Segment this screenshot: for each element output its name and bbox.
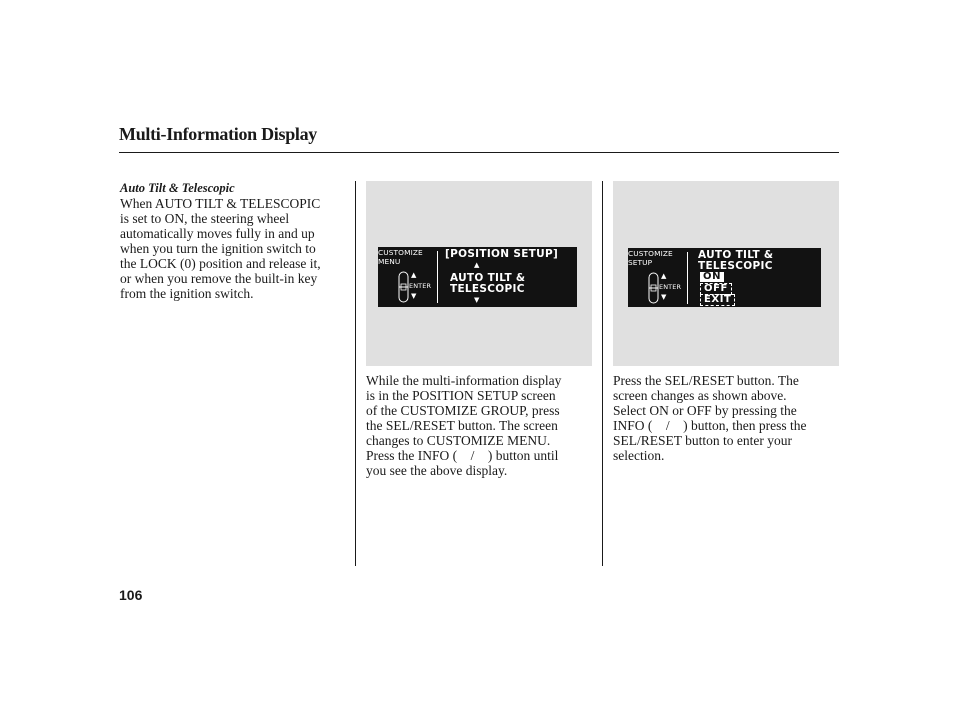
right-column-text: [613, 373, 806, 463]
column-divider-left: [355, 181, 356, 566]
lcd-menu-label: [628, 249, 673, 267]
lcd-label-line: CUSTOMIZE: [378, 248, 423, 257]
text-line: Press the INFO ( / ) button until: [366, 448, 559, 463]
lcd-divider: [687, 252, 688, 304]
text-line: When AUTO TILT & TELESCOPIC: [120, 196, 321, 211]
text-line: the SEL/RESET button. The screen: [366, 418, 558, 433]
text-line: selection.: [613, 448, 665, 463]
lcd-label-line: SETUP: [628, 258, 653, 267]
steering-switch-icon: [398, 271, 409, 303]
lcd-screen: [378, 247, 577, 307]
enter-label: ENTER: [409, 282, 432, 290]
lcd-label-line: CUSTOMIZE: [628, 249, 673, 258]
option-on: ON: [700, 272, 724, 282]
page-title: Multi-Information Display: [119, 124, 318, 144]
text-line: the LOCK (0) position and release it,: [120, 256, 321, 271]
lcd-setting-title: [698, 250, 773, 272]
column-divider-right: [602, 181, 603, 566]
text-line: Press the SEL/RESET button. The: [613, 373, 799, 388]
lcd-title-line: AUTO TILT &: [698, 249, 774, 261]
lcd-menu-item: [450, 273, 525, 295]
enter-label: ENTER: [659, 283, 682, 291]
up-arrow-icon: ▲: [661, 272, 667, 280]
middle-column-text: [366, 373, 561, 478]
lcd-title-line: TELESCOPIC: [698, 260, 773, 272]
text-line: or when you remove the built-in key: [120, 271, 318, 286]
lcd-menu-label: [378, 248, 423, 266]
text-line: when you turn the ignition switch to: [120, 241, 316, 256]
text-line: While the multi-information display: [366, 373, 562, 388]
title-rule: [119, 152, 839, 153]
text-line: INFO ( / ) button, then press the: [613, 418, 807, 433]
left-column-text: [120, 196, 321, 301]
lcd-screen: [628, 248, 821, 307]
text-line: Select ON or OFF by pressing the: [613, 403, 797, 418]
down-arrow-icon: ▼: [411, 292, 417, 300]
lcd-label-line: MENU: [378, 257, 401, 266]
text-line: SEL/RESET button to enter your: [613, 433, 792, 448]
text-line: of the CUSTOMIZE GROUP, press: [366, 403, 560, 418]
text-line: changes to CUSTOMIZE MENU.: [366, 433, 551, 448]
down-arrow-icon: ▼: [474, 296, 480, 304]
lcd-item-line: TELESCOPIC: [450, 283, 525, 295]
text-line: screen changes as shown above.: [613, 388, 787, 403]
down-arrow-icon: ▼: [661, 293, 667, 301]
lcd-item-line: AUTO TILT &: [450, 272, 526, 284]
steering-switch-icon: [648, 272, 659, 304]
option-off: OFF: [700, 283, 732, 295]
figure-customize-setup: [613, 181, 839, 366]
section-heading: Auto Tilt & Telescopic: [120, 181, 235, 195]
lcd-divider: [437, 251, 438, 303]
lcd-header: [POSITION SETUP]: [445, 248, 559, 260]
text-line: you see the above display.: [366, 463, 508, 478]
text-line: is in the POSITION SETUP screen: [366, 388, 556, 403]
text-line: is set to ON, the steering wheel: [120, 211, 290, 226]
up-arrow-icon: ▲: [411, 271, 417, 279]
text-line: automatically moves fully in and up: [120, 226, 315, 241]
up-arrow-icon: ▲: [474, 261, 480, 269]
text-line: from the ignition switch.: [120, 286, 254, 301]
page-number: 106: [119, 587, 143, 603]
option-exit: EXIT: [700, 294, 735, 306]
figure-customize-menu: [366, 181, 592, 366]
